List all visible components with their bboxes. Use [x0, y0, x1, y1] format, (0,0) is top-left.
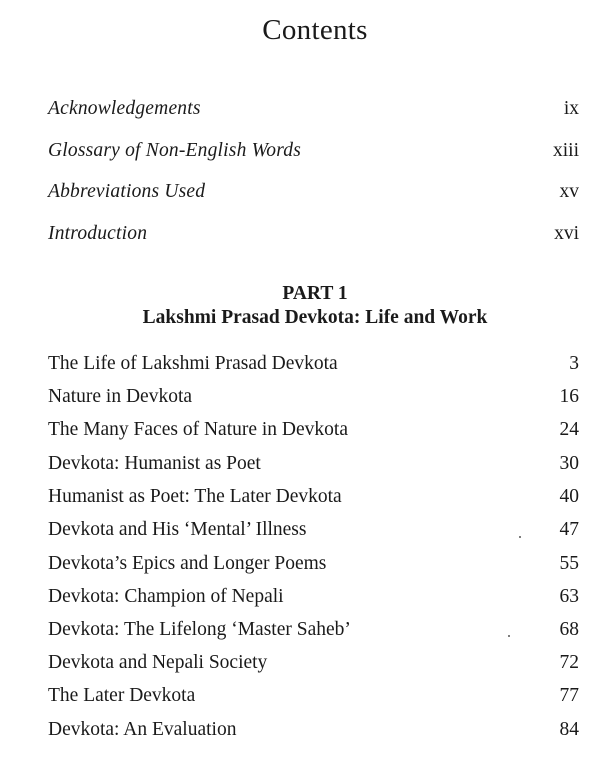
toc-entry-acknowledgements[interactable]: [48, 98, 579, 120]
toc-entry-title: Abbreviations Used: [48, 181, 206, 202]
toc-entry-title: Humanist as Poet: The Later Devkota: [48, 486, 342, 507]
toc-entry-title: Acknowledgements: [48, 98, 201, 119]
toc-entry-title: Devkota: The Lifelong ‘Master Saheb’: [48, 619, 351, 640]
toc-entry-page: ix: [563, 98, 579, 119]
toc-entry-title: The Many Faces of Nature in Devkota: [48, 419, 348, 440]
toc-entry-glossary[interactable]: [48, 140, 579, 162]
toc-entry-page: 40: [559, 486, 579, 507]
toc-entry-page: 3: [569, 353, 579, 374]
toc-entry-page: 63: [559, 586, 579, 607]
toc-entry-chapter[interactable]: [48, 553, 579, 575]
toc-entry-title: Devkota and Nepali Society: [48, 652, 268, 673]
toc-entry-page: 16: [559, 386, 579, 407]
page-title: Contents: [262, 14, 368, 46]
toc-entry-page: xiii: [552, 140, 579, 161]
toc-entry-page: 68: [559, 619, 579, 640]
toc-entry-title: The Life of Lakshmi Prasad Devkota: [48, 353, 338, 374]
toc-entry-title: Devkota: Humanist as Poet: [48, 453, 261, 474]
toc-entry-chapter[interactable]: [48, 419, 579, 441]
part-label: PART 1: [282, 283, 348, 304]
toc-entry-title: Introduction: [48, 223, 148, 244]
toc-entry-chapter[interactable]: [48, 652, 579, 674]
toc-entry-chapter[interactable]: [48, 486, 579, 508]
toc-entry-introduction[interactable]: [48, 223, 579, 245]
toc-entry-title: Devkota: An Evaluation: [48, 719, 237, 740]
toc-entry-page: 72: [559, 652, 579, 673]
toc-entry-page: 55: [559, 553, 579, 574]
toc-entry-page: 30: [559, 453, 579, 474]
toc-entry-title: Glossary of Non-English Words: [48, 140, 302, 161]
toc-entry-chapter[interactable]: [48, 685, 579, 707]
toc-entry-title: Devkota: Champion of Nepali: [48, 586, 284, 607]
toc-entry-chapter[interactable]: [48, 586, 579, 608]
part-title: Lakshmi Prasad Devkota: Life and Work: [142, 307, 488, 328]
toc-entry-page: 24: [559, 419, 579, 440]
toc-entry-page: xv: [559, 181, 579, 202]
toc-entry-page: 47: [559, 519, 579, 540]
toc-entry-chapter[interactable]: [48, 719, 579, 741]
toc-entry-page: 77: [559, 685, 579, 706]
toc-entry-title: Devkota and His ‘Mental’ Illness: [48, 519, 307, 540]
toc-entry-chapter[interactable]: [48, 519, 579, 541]
toc-entry-chapter[interactable]: [48, 619, 579, 641]
toc-entry-title: Devkota’s Epics and Longer Poems: [48, 553, 327, 574]
toc-entry-title: Nature in Devkota: [48, 386, 193, 407]
toc-entry-chapter[interactable]: [48, 453, 579, 475]
toc-entry-page: 84: [559, 719, 579, 740]
toc-entry-chapter[interactable]: [48, 386, 579, 408]
toc-entry-page: xvi: [554, 223, 579, 244]
scan-speck: [519, 536, 521, 538]
scan-speck: [508, 635, 510, 637]
toc-entry-chapter[interactable]: [48, 353, 579, 375]
toc-entry-title: The Later Devkota: [48, 685, 196, 706]
toc-entry-abbreviations[interactable]: [48, 181, 579, 203]
